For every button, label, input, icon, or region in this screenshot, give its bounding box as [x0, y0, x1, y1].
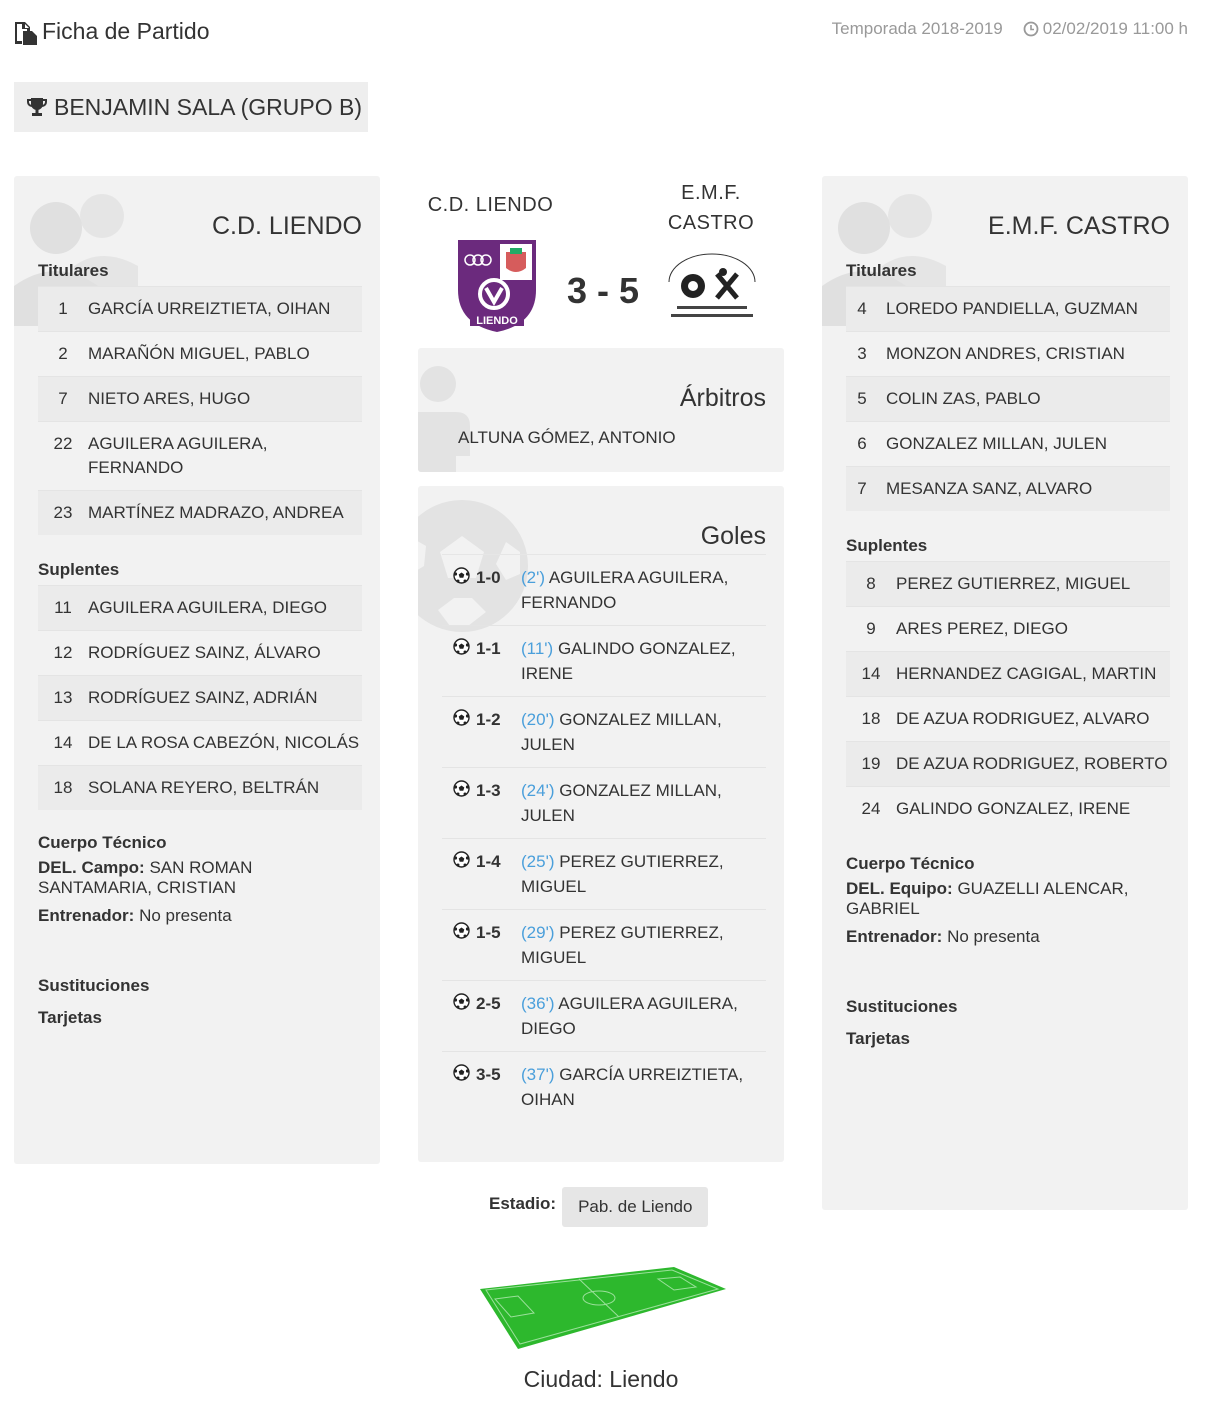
away-staff [846, 879, 1170, 947]
player-name: LOREDO PANDIELLA, GUZMAN [886, 299, 1138, 318]
home-starters-label: Titulares [38, 261, 109, 280]
goal-row [442, 838, 766, 909]
player-name: MESANZA SANZ, ALVARO [886, 479, 1093, 498]
goal-row [442, 696, 766, 767]
goal-score: 1-5 [476, 923, 501, 942]
player-number: 22 [53, 434, 73, 453]
match-meta [832, 19, 1188, 39]
goal-row [442, 1051, 766, 1122]
away-starters-label: Titulares [846, 261, 917, 280]
player-number: 24 [861, 799, 881, 818]
player-name: COLIN ZAS, PABLO [886, 389, 1041, 408]
goal-minute-link[interactable]: (25') [521, 852, 555, 871]
goal-score: 2-5 [476, 994, 501, 1013]
player-row [38, 630, 362, 675]
player-name: RODRÍGUEZ SAINZ, ÁLVARO [88, 643, 321, 662]
page-header [12, 18, 209, 45]
home-team-panel [14, 176, 380, 1164]
goal-row [442, 980, 766, 1051]
player-number: 13 [53, 688, 73, 707]
player-number: 7 [857, 479, 867, 498]
player-row [846, 741, 1170, 786]
goal-minute-link[interactable]: (37') [521, 1065, 555, 1084]
city-label: Ciudad: Liendo [523, 1366, 679, 1392]
staff-name: GUAZELLI ALENCAR, GABRIEL [846, 879, 1129, 918]
goal-score: 1-2 [476, 710, 501, 729]
goal-detail [521, 991, 766, 1041]
soccer-ball-icon [453, 567, 470, 584]
goal-minute-link[interactable]: (2') [521, 568, 546, 587]
player-row [38, 421, 362, 490]
staff-role: DEL. Campo: [38, 858, 145, 877]
goal-detail [521, 636, 766, 686]
stadium-button[interactable]: Pab. de Liendo [562, 1187, 708, 1227]
referee-name: ALTUNA GÓMEZ, ANTONIO [458, 428, 676, 447]
home-team-name: C.D. LIENDO [211, 212, 362, 240]
player-row [38, 331, 362, 376]
soccer-ball-icon [453, 922, 470, 939]
goal-player: GALINDO GONZALEZ, IRENE [521, 639, 736, 683]
away-starters-list [846, 286, 1170, 511]
staff-line [38, 858, 362, 898]
player-name: GALINDO GONZALEZ, IRENE [896, 799, 1131, 818]
home-staff [38, 858, 362, 926]
goal-score: 1-0 [476, 568, 501, 587]
player-name: AGUILERA AGUILERA, FERNANDO [88, 434, 268, 477]
datetime-text: 02/02/2019 11:00 h [1042, 19, 1188, 38]
player-row [846, 331, 1170, 376]
goal-row [442, 909, 766, 980]
player-row [38, 585, 362, 630]
away-cards-label[interactable]: Tarjetas [846, 1029, 910, 1048]
goal-row [442, 554, 766, 625]
staff-role: Entrenador: [846, 927, 943, 946]
goal-score: 1-1 [476, 639, 501, 658]
referees-panel [418, 348, 784, 472]
player-row [846, 466, 1170, 511]
player-row [38, 765, 362, 810]
player-number: 18 [861, 709, 881, 728]
player-row [846, 286, 1170, 331]
player-name: DE LA ROSA CABEZÓN, NICOLÁS [88, 733, 360, 752]
goal-player: PEREZ GUTIERREZ, MIGUEL [521, 923, 724, 967]
goal-score: 1-4 [476, 852, 501, 871]
svg-text:LIENDO: LIENDO [476, 315, 518, 327]
player-number: 19 [861, 754, 881, 773]
player-number: 2 [58, 344, 68, 363]
staff-name: No presenta [947, 927, 1040, 946]
player-number: 7 [58, 389, 68, 408]
goal-score: 3-5 [476, 1065, 501, 1084]
goals-list [442, 554, 766, 1122]
away-team-panel [822, 176, 1188, 1210]
goal-detail [521, 565, 766, 615]
player-number: 5 [857, 389, 867, 408]
player-number: 11 [54, 598, 72, 617]
away-team-name: E.M.F. CASTRO [988, 212, 1170, 240]
goals-panel [418, 486, 784, 1162]
player-name: GARCÍA URREIZTIETA, OIHAN [88, 299, 331, 318]
goal-detail [521, 849, 766, 899]
copy-document-icon [12, 19, 38, 45]
player-name: SOLANA REYERO, BELTRÁN [88, 778, 320, 797]
player-number: 14 [53, 733, 73, 752]
match-header [418, 176, 784, 341]
home-cards-label[interactable]: Tarjetas [38, 1008, 102, 1027]
player-number: 1 [58, 299, 68, 318]
home-subs-list [38, 585, 362, 810]
player-row [846, 376, 1170, 421]
competition-name: BENJAMIN SALA (GRUPO B) [54, 93, 363, 120]
player-name: GONZALEZ MILLAN, JULEN [886, 434, 1108, 453]
player-name: PEREZ GUTIERREZ, MIGUEL [896, 574, 1131, 593]
soccer-ball-icon [453, 993, 470, 1010]
user-icon [418, 362, 478, 472]
away-title-line: E.M.F. [681, 182, 741, 204]
goal-detail [521, 707, 766, 757]
player-name: MARTÍNEZ MADRAZO, ANDREA [88, 503, 344, 522]
player-name: DE AZUA RODRIGUEZ, ALVARO [896, 709, 1150, 728]
clock-icon [1023, 21, 1039, 37]
away-title-line: CASTRO [667, 212, 755, 234]
home-substitutions-label[interactable]: Sustituciones [38, 976, 150, 995]
away-team-title [648, 178, 774, 238]
player-row [38, 286, 362, 331]
goal-row [442, 767, 766, 838]
soccer-ball-icon [453, 851, 470, 868]
staff-line [38, 906, 362, 926]
staff-line [846, 879, 1170, 919]
football-pitch-icon [478, 1265, 728, 1351]
staff-name: SAN ROMAN SANTAMARIA, CRISTIAN [38, 858, 253, 897]
player-name: DE AZUA RODRIGUEZ, ROBERTO [896, 754, 1168, 773]
player-name: AGUILERA AGUILERA, DIEGO [88, 598, 328, 617]
player-row [846, 561, 1170, 606]
player-name: MARAÑÓN MIGUEL, PABLO [88, 344, 310, 363]
stadium-info [489, 1187, 708, 1227]
goal-player: AGUILERA AGUILERA, FERNANDO [521, 568, 729, 612]
goal-minute-link[interactable]: (36') [521, 994, 555, 1013]
player-name: NIETO ARES, HUGO [88, 389, 251, 408]
goal-detail [521, 920, 766, 970]
goal-player: PEREZ GUTIERREZ, MIGUEL [521, 852, 724, 896]
staff-line [846, 927, 1170, 947]
away-crest-icon [663, 252, 761, 324]
player-number: 18 [53, 778, 73, 797]
staff-name: No presenta [139, 906, 232, 925]
match-score: 3 - 5 [566, 270, 640, 311]
goal-detail [521, 778, 766, 828]
goal-minute-link[interactable]: (24') [521, 781, 555, 800]
player-name: RODRÍGUEZ SAINZ, ADRIÁN [88, 688, 318, 707]
player-number: 3 [857, 344, 867, 363]
soccer-ball-icon [453, 709, 470, 726]
home-subs-label: Suplentes [38, 560, 120, 579]
player-row [846, 606, 1170, 651]
home-staff-label: Cuerpo Técnico [38, 833, 167, 852]
player-row [846, 786, 1170, 831]
player-number: 8 [866, 574, 876, 593]
player-row [846, 696, 1170, 741]
player-number: 23 [53, 503, 73, 522]
player-number: 6 [857, 434, 867, 453]
season-label: Temporada 2018-2019 [831, 19, 1003, 38]
away-staff-label: Cuerpo Técnico [846, 854, 975, 873]
soccer-ball-icon [453, 1064, 470, 1081]
away-substitutions-label[interactable]: Sustituciones [846, 997, 958, 1016]
soccer-ball-icon [453, 638, 470, 655]
staff-role: DEL. Equipo: [846, 879, 953, 898]
goal-detail [521, 1062, 766, 1112]
stadium-label: Estadio: [489, 1194, 557, 1213]
away-subs-label: Suplentes [846, 536, 928, 555]
goal-player: GARCÍA URREIZTIETA, OIHAN [521, 1065, 744, 1109]
soccer-ball-icon [453, 780, 470, 797]
player-number: 12 [53, 643, 73, 662]
player-row [846, 651, 1170, 696]
page-title: Ficha de Partido [42, 18, 210, 44]
player-row [38, 720, 362, 765]
staff-role: Entrenador: [38, 906, 135, 925]
goal-minute-link[interactable]: (20') [521, 710, 555, 729]
goal-player: AGUILERA AGUILERA, DIEGO [521, 994, 738, 1038]
goals-title: Goles [700, 522, 766, 550]
goal-player: GONZALEZ MILLAN, JULEN [521, 781, 722, 825]
goal-player: GONZALEZ MILLAN, JULEN [521, 710, 722, 754]
goal-minute-link[interactable]: (11') [521, 639, 554, 658]
player-number: 14 [861, 664, 881, 683]
player-row [38, 376, 362, 421]
home-team-title: C.D. LIENDO [427, 194, 554, 216]
player-row [38, 490, 362, 535]
player-number: 9 [866, 619, 876, 638]
referees-title: Árbitros [679, 384, 766, 412]
goal-minute-link[interactable]: (29') [521, 923, 555, 942]
player-row [38, 675, 362, 720]
match-datetime [1023, 19, 1188, 39]
player-name: HERNANDEZ CAGIGAL, MARTIN [896, 664, 1157, 683]
away-subs-list [846, 561, 1170, 831]
player-number: 4 [857, 299, 867, 318]
goal-row [442, 625, 766, 696]
player-name: MONZON ANDRES, CRISTIAN [886, 344, 1125, 363]
competition-badge [14, 82, 368, 132]
player-row [846, 421, 1170, 466]
goal-score: 1-3 [476, 781, 501, 800]
trophy-icon [26, 96, 48, 118]
home-starters-list [38, 286, 362, 535]
home-crest-icon [456, 238, 538, 334]
player-name: ARES PEREZ, DIEGO [896, 619, 1068, 638]
